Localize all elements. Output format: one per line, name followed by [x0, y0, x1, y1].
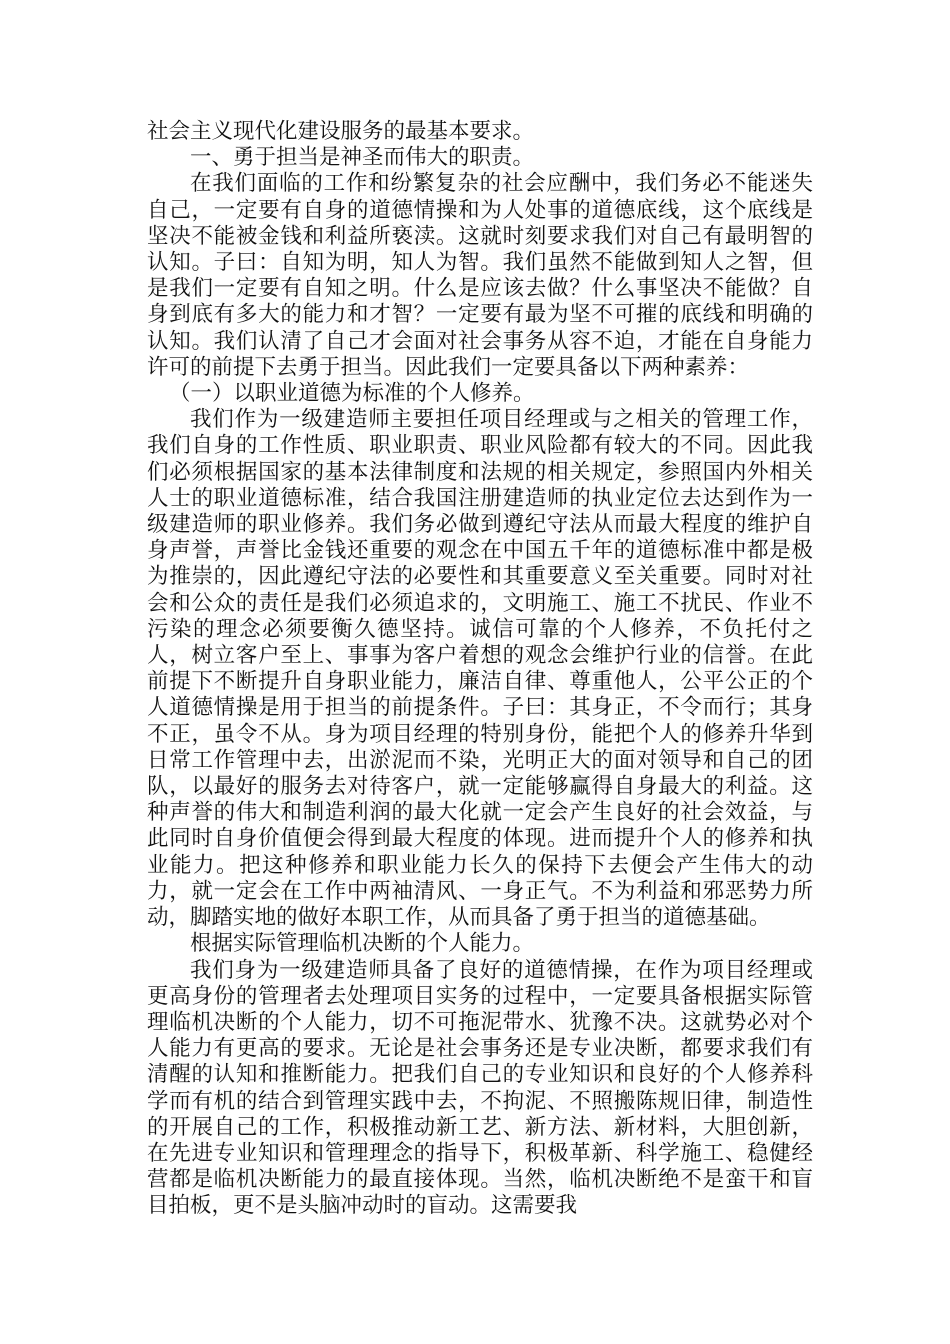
paragraph-self-knowledge: 在我们面临的工作和纷繁复杂的社会应酬中，我们务必不能迷失自己，一定要有自身的道德情操和为人处事的道德底线，这个底线是坚决不能被金钱和利益所亵渎。这就时刻要求我们对自己有最明智的认知。子曰：自知为明，知人为智。我们虽然不能做到知人之智，但是我们一定要有自知之明。什么是应该去做？什么事坚决不能做？自身到底有多大的能力和才智？一定要有最为坚不可摧的底线和明确的认知。我们认清了自己才会面对社会事务从容不迫，才能在自身能力许可的前提下去勇于担当。因此我们一定要具备以下两种素养：	[147, 171, 813, 380]
subheading-professional-ethics: （一）以职业道德为标准的个人修养。	[169, 381, 535, 407]
paragraph-continuation: 社会主义现代化建设服务的最基本要求。	[147, 119, 535, 144]
section-heading-responsibility: 一、勇于担当是神圣而伟大的职责。	[190, 145, 535, 171]
paragraph-professional-ethics: 我们作为一级建造师主要担任项目经理或与之相关的管理工作，我们自身的工作性质、职业职责、职业风险都有较大的不同。因此我们必须根据国家的基本法律制度和法规的相关规定，参照国内外相关人士的职业道德标准，结合我国注册建造师的执业定位去达到作为一级建造师的职业修养。我们务必做到遵纪守法从而最大程度的维护自身声誉，声誉比金钱还重要的观念在中国五千年的道德标准中都是极为推崇的，因此遵纪守法的必要性和其重要意义至关重要。同时对社会和公众的责任是我们必须追求的，文明施工、施工不扰民、作业不污染的理念必须要衡久德坚持。诚信可靠的个人修养，不负托付之人，树立客户至上、事事为客户着想的观念会维护行业的信誉。在此前提下不断提升自身职业能力，廉洁自律、尊重他人，公平公正的个人道德情操是用于担当的前提条件。子曰：其身正，不令而行；其身不正，虽令不从。身为项目经理的特别身份，能把个人的修养升华到日常工作管理中去，出淤泥而不染，光明正大的面对领导和自己的团队，以最好的服务去对待客户，就一定能够赢得自身最大的利益。这种声誉的伟大和制造利润的最大化就一定会产生良好的社会效益，与此同时自身价值便会得到最大程度的体现。进而提升个人的修养和执业能力。把这种修养和职业能力长久的保持下去便会产生伟大的动力，就一定会在工作中两袖清风、一身正气。不为利益和邪恶势力所动，脚踏实地的做好本职工作，从而具备了勇于担当的道德基础。	[147, 407, 813, 931]
paragraph-decision-ability: 我们身为一级建造师具备了良好的道德情操，在作为项目经理或更高身份的管理者去处理项目实务的过程中，一定要具备根据实际管理临机决断的个人能力，切不可拖泥带水、犹豫不决。这就势必对个人能力有更高的要求。无论是社会事务还是专业决断，都要求我们有清醒的认知和推断能力。把我们自己的专业知识和良好的个人修养科学而有机的结合到管理实践中去，不拘泥、不照搬陈规旧律，制造性的开展自己的工作，积极推动新工艺、新方法、新材料，大胆创新，在先进专业知识和管理理念的指导下，积极革新、科学施工、稳健经营都是临机决断能力的最直接体现。当然，临机决断绝不是蛮干和盲目拍板，更不是头脑冲动时的盲动。这需要我	[147, 957, 813, 1219]
document-page	[147, 119, 813, 1220]
subheading-decision-ability: 根据实际管理临机决断的个人能力。	[190, 931, 535, 957]
